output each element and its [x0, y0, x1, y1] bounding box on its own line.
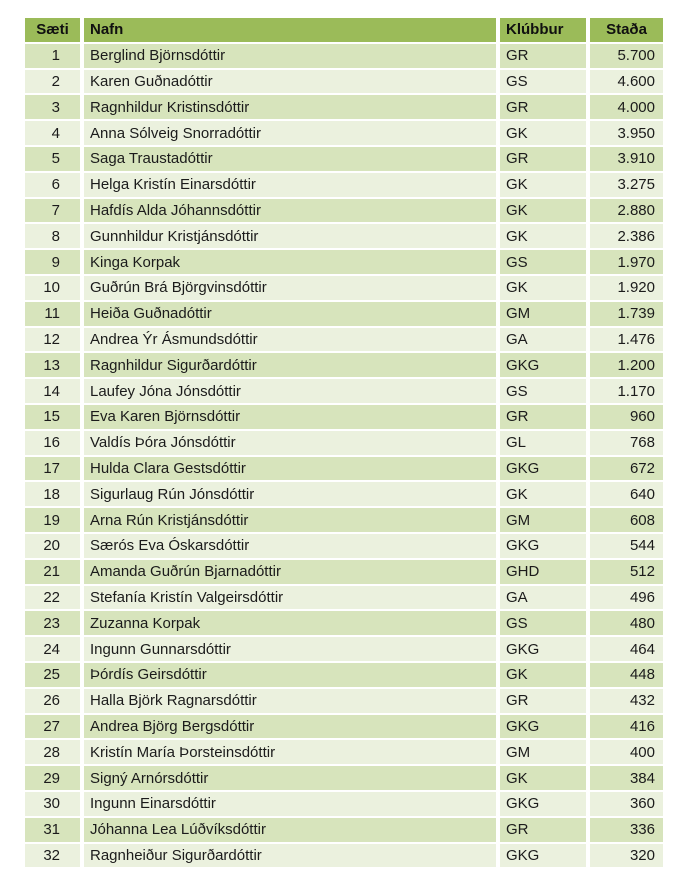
- club-cell: GK: [498, 223, 588, 249]
- club-cell: GM: [498, 301, 588, 327]
- club-cell: GR: [498, 404, 588, 430]
- rank-cell: 22: [23, 585, 82, 611]
- points-cell: 672: [588, 456, 665, 482]
- points-cell: 464: [588, 636, 665, 662]
- table-row: [23, 94, 665, 120]
- club-cell: GS: [498, 69, 588, 95]
- club-cell: GKG: [498, 456, 588, 482]
- name-cell: Signý Arnórsdóttir: [82, 765, 498, 791]
- table-row: [23, 507, 665, 533]
- rank-cell: 28: [23, 739, 82, 765]
- table-row: [23, 327, 665, 353]
- name-cell: Kinga Korpak: [82, 249, 498, 275]
- rank-cell: 25: [23, 662, 82, 688]
- club-cell: GK: [498, 172, 588, 198]
- name-cell: Guðrún Brá Björgvinsdóttir: [82, 275, 498, 301]
- table-row: [23, 430, 665, 456]
- column-header-points: Staða: [588, 17, 665, 43]
- table-row: [23, 636, 665, 662]
- points-cell: 360: [588, 791, 665, 817]
- club-cell: GA: [498, 327, 588, 353]
- rank-cell: 19: [23, 507, 82, 533]
- rank-cell: 7: [23, 198, 82, 224]
- rank-cell: 17: [23, 456, 82, 482]
- points-cell: 1.739: [588, 301, 665, 327]
- table-row: [23, 739, 665, 765]
- rank-cell: 13: [23, 352, 82, 378]
- rank-cell: 8: [23, 223, 82, 249]
- club-cell: GK: [498, 765, 588, 791]
- table-row: [23, 714, 665, 740]
- rank-cell: 20: [23, 533, 82, 559]
- column-header-name: Nafn: [82, 17, 498, 43]
- rank-cell: 10: [23, 275, 82, 301]
- name-cell: Særós Eva Óskarsdóttir: [82, 533, 498, 559]
- points-cell: 1.476: [588, 327, 665, 353]
- name-cell: Andrea Björg Bergsdóttir: [82, 714, 498, 740]
- rank-cell: 11: [23, 301, 82, 327]
- name-cell: Jóhanna Lea Lúðvíksdóttir: [82, 817, 498, 843]
- name-cell: Anna Sólveig Snorradóttir: [82, 120, 498, 146]
- club-cell: GR: [498, 146, 588, 172]
- name-cell: Helga Kristín Einarsdóttir: [82, 172, 498, 198]
- column-header-rank: Sæti: [23, 17, 82, 43]
- points-cell: 320: [588, 843, 665, 869]
- points-cell: 3.275: [588, 172, 665, 198]
- club-cell: GKG: [498, 352, 588, 378]
- points-cell: 1.920: [588, 275, 665, 301]
- table-row: [23, 688, 665, 714]
- points-cell: 768: [588, 430, 665, 456]
- club-cell: GK: [498, 120, 588, 146]
- table-row: [23, 378, 665, 404]
- rank-cell: 6: [23, 172, 82, 198]
- points-cell: 4.000: [588, 94, 665, 120]
- rank-cell: 18: [23, 481, 82, 507]
- table-row: [23, 791, 665, 817]
- rank-cell: 29: [23, 765, 82, 791]
- name-cell: Ragnhildur Kristinsdóttir: [82, 94, 498, 120]
- table-row: [23, 585, 665, 611]
- rank-cell: 27: [23, 714, 82, 740]
- table-row: [23, 817, 665, 843]
- name-cell: Heiða Guðnadóttir: [82, 301, 498, 327]
- name-cell: Andrea Ýr Ásmundsdóttir: [82, 327, 498, 353]
- points-cell: 2.386: [588, 223, 665, 249]
- points-cell: 400: [588, 739, 665, 765]
- points-cell: 2.880: [588, 198, 665, 224]
- table-row: [23, 223, 665, 249]
- rank-cell: 31: [23, 817, 82, 843]
- header-row: [23, 17, 665, 43]
- points-cell: 3.910: [588, 146, 665, 172]
- points-cell: 640: [588, 481, 665, 507]
- name-cell: Saga Traustadóttir: [82, 146, 498, 172]
- rank-cell: 4: [23, 120, 82, 146]
- points-cell: 1.170: [588, 378, 665, 404]
- points-cell: 384: [588, 765, 665, 791]
- name-cell: Karen Guðnadóttir: [82, 69, 498, 95]
- table-row: [23, 120, 665, 146]
- name-cell: Ingunn Gunnarsdóttir: [82, 636, 498, 662]
- table-row: [23, 43, 665, 69]
- name-cell: Hulda Clara Gestsdóttir: [82, 456, 498, 482]
- club-cell: GR: [498, 688, 588, 714]
- club-cell: GHD: [498, 559, 588, 585]
- club-cell: GK: [498, 198, 588, 224]
- table-row: [23, 198, 665, 224]
- club-cell: GA: [498, 585, 588, 611]
- name-cell: Stefanía Kristín Valgeirsdóttir: [82, 585, 498, 611]
- name-cell: Ingunn Einarsdóttir: [82, 791, 498, 817]
- club-cell: GKG: [498, 843, 588, 869]
- rank-cell: 12: [23, 327, 82, 353]
- name-cell: Laufey Jóna Jónsdóttir: [82, 378, 498, 404]
- club-cell: GS: [498, 610, 588, 636]
- club-cell: GL: [498, 430, 588, 456]
- name-cell: Kristín María Þorsteinsdóttir: [82, 739, 498, 765]
- points-cell: 960: [588, 404, 665, 430]
- points-cell: 1.200: [588, 352, 665, 378]
- ranking-table: [23, 17, 665, 868]
- club-cell: GKG: [498, 636, 588, 662]
- table-row: [23, 765, 665, 791]
- name-cell: Arna Rún Kristjánsdóttir: [82, 507, 498, 533]
- points-cell: 4.600: [588, 69, 665, 95]
- rank-cell: 21: [23, 559, 82, 585]
- name-cell: Eva Karen Björnsdóttir: [82, 404, 498, 430]
- points-cell: 496: [588, 585, 665, 611]
- rank-cell: 15: [23, 404, 82, 430]
- table-row: [23, 172, 665, 198]
- club-cell: GS: [498, 249, 588, 275]
- rank-cell: 32: [23, 843, 82, 869]
- table-header: [23, 17, 665, 43]
- club-cell: GK: [498, 275, 588, 301]
- name-cell: Amanda Guðrún Bjarnadóttir: [82, 559, 498, 585]
- club-cell: GR: [498, 43, 588, 69]
- club-cell: GM: [498, 739, 588, 765]
- club-cell: GR: [498, 817, 588, 843]
- name-cell: Sigurlaug Rún Jónsdóttir: [82, 481, 498, 507]
- name-cell: Þórdís Geirsdóttir: [82, 662, 498, 688]
- club-cell: GKG: [498, 791, 588, 817]
- points-cell: 512: [588, 559, 665, 585]
- points-cell: 5.700: [588, 43, 665, 69]
- table-body: [23, 43, 665, 869]
- rank-cell: 5: [23, 146, 82, 172]
- rank-cell: 2: [23, 69, 82, 95]
- table-row: [23, 481, 665, 507]
- points-cell: 1.970: [588, 249, 665, 275]
- name-cell: Gunnhildur Kristjánsdóttir: [82, 223, 498, 249]
- table-row: [23, 69, 665, 95]
- rank-cell: 9: [23, 249, 82, 275]
- rank-cell: 3: [23, 94, 82, 120]
- club-cell: GS: [498, 378, 588, 404]
- club-cell: GKG: [498, 533, 588, 559]
- table-row: [23, 249, 665, 275]
- points-cell: 480: [588, 610, 665, 636]
- name-cell: Hafdís Alda Jóhannsdóttir: [82, 198, 498, 224]
- points-cell: 432: [588, 688, 665, 714]
- name-cell: Ragnhildur Sigurðardóttir: [82, 352, 498, 378]
- rank-cell: 24: [23, 636, 82, 662]
- table-row: [23, 662, 665, 688]
- table-row: [23, 843, 665, 869]
- points-cell: 608: [588, 507, 665, 533]
- name-cell: Zuzanna Korpak: [82, 610, 498, 636]
- name-cell: Ragnheiður Sigurðardóttir: [82, 843, 498, 869]
- club-cell: GM: [498, 507, 588, 533]
- points-cell: 448: [588, 662, 665, 688]
- name-cell: Berglind Björnsdóttir: [82, 43, 498, 69]
- points-cell: 416: [588, 714, 665, 740]
- points-cell: 3.950: [588, 120, 665, 146]
- club-cell: GR: [498, 94, 588, 120]
- rank-cell: 23: [23, 610, 82, 636]
- table-row: [23, 610, 665, 636]
- column-header-club: Klúbbur: [498, 17, 588, 43]
- rank-cell: 30: [23, 791, 82, 817]
- club-cell: GK: [498, 481, 588, 507]
- rank-cell: 14: [23, 378, 82, 404]
- table-row: [23, 275, 665, 301]
- table-row: [23, 352, 665, 378]
- table-row: [23, 559, 665, 585]
- rank-cell: 16: [23, 430, 82, 456]
- table-row: [23, 146, 665, 172]
- table-row: [23, 533, 665, 559]
- points-cell: 336: [588, 817, 665, 843]
- rank-cell: 26: [23, 688, 82, 714]
- club-cell: GK: [498, 662, 588, 688]
- name-cell: Valdís Þóra Jónsdóttir: [82, 430, 498, 456]
- name-cell: Halla Björk Ragnarsdóttir: [82, 688, 498, 714]
- club-cell: GKG: [498, 714, 588, 740]
- table-row: [23, 404, 665, 430]
- rank-cell: 1: [23, 43, 82, 69]
- table-row: [23, 456, 665, 482]
- points-cell: 544: [588, 533, 665, 559]
- table-row: [23, 301, 665, 327]
